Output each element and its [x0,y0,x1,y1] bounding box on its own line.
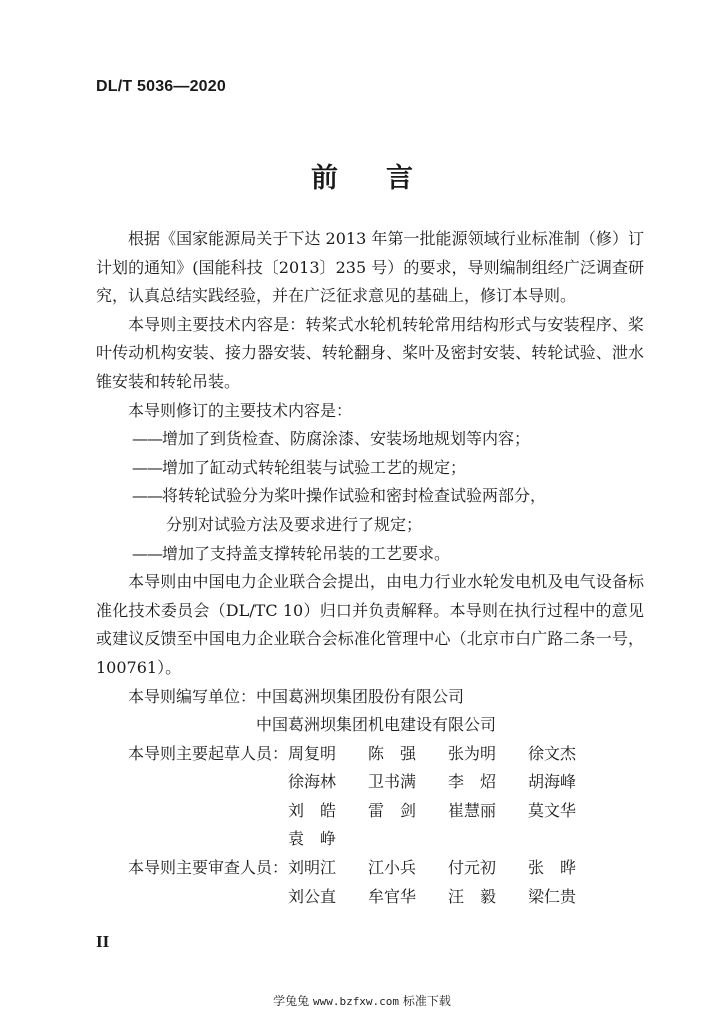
person-name: 徐海林 [288,772,337,792]
revision-item-text: 增加了缸动式转轮组装与试验工艺的规定； [162,457,467,477]
revision-item-text: 增加了到货检查、防腐涂漆、安装场地规划等内容； [162,429,531,449]
revision-item-text: 将转轮试验分为桨叶操作试验和密封检查试验两部分， [162,486,547,506]
paragraph-basis: 根据《国家能源局关于下达 2013 年第一批能源领域行业标准制（修）订计划的通知》(国能科技〔2013〕235 号）的要求，导则编制组经广泛调查研究，认真总结实践经验，并在广泛征求意见的基础上，修订本导则。 [96,229,644,306]
page-title [0,156,724,195]
units-label: 本导则编写单位： [128,686,257,706]
person-name: 雷剑 [368,800,433,820]
person-name: 卫书满 [368,772,417,792]
paragraph-responsibility: 本导则由中国电力企业联合会提出，由电力行业水轮发电机及电气设备标准化技术委员会（DL/TC 10）归口并负责解释。本导则在执行过程中的意见或建议反馈至中国电力企业联合会标准化管理中心（北京市白广路二条一号，100761）。 [96,572,644,677]
page-number: II [96,932,110,951]
standard-code: DL/T 5036—2020 [96,78,226,95]
dash: —— [132,457,162,477]
drafters-row [96,768,644,797]
person-name: 崔慧丽 [448,800,497,820]
person-name: 汪毅 [448,886,513,906]
person-name: 江小兵 [368,858,417,878]
person-name: 徐文杰 [528,743,577,763]
reviewers-label: 本导则主要审查人员： [128,858,289,878]
person-name: 袁峥 [288,829,353,849]
title-char: 前 [311,163,338,194]
dash: —— [132,543,162,563]
person-name: 李炤 [448,772,513,792]
person-name: 刘公直 [288,886,337,906]
revision-item [96,425,644,454]
body-text [96,225,644,911]
units-row [96,711,644,740]
footer-site: 学兔兔 [273,994,310,1008]
person-name: 张晔 [528,858,593,878]
drafters-row [96,797,644,826]
paragraph-revision-intro: 本导则修订的主要技术内容是： [128,400,353,420]
revision-item [96,540,644,569]
person-name: 陈强 [368,743,433,763]
person-name: 周复明 [288,743,337,763]
drafters-label: 本导则主要起草人员： [128,743,289,763]
reviewers-row [96,883,644,912]
revision-item [96,482,644,511]
revision-item-continuation: 分别对试验方法及要求进行了规定； [166,514,423,534]
footer-url: www.bzfxw.com [312,995,400,1008]
dash: —— [132,429,162,449]
person-name: 张为明 [448,743,497,763]
revision-item-text: 增加了支持盖支撑转轮吊装的工艺要求。 [162,543,451,563]
revision-item [96,454,644,483]
person-name: 付元初 [448,858,497,878]
person-name: 胡海峰 [528,772,577,792]
unit-name: 中国葛洲坝集团机电建设有限公司 [256,715,497,735]
person-name: 刘皓 [288,800,353,820]
footer-tagline: 标准下载 [402,994,451,1008]
drafters-row [96,740,644,769]
footer-watermark [0,992,724,1009]
dash: —— [132,486,162,506]
paragraph-main-content: 本导则主要技术内容是：转桨式水轮机转轮常用结构形式与安装程序、桨叶传动机构安装、接力器安装、转轮翻身、桨叶及密封安装、转轮试验、泄水锥安装和转轮吊装。 [96,314,644,391]
title-char: 言 [386,163,413,194]
reviewers-row [96,854,644,883]
person-name: 刘明江 [288,858,337,878]
person-name: 牟官华 [368,886,417,906]
units-row [96,683,644,712]
person-name: 莫文华 [528,800,577,820]
unit-name: 中国葛洲坝集团股份有限公司 [256,686,465,706]
drafters-row [96,825,644,854]
person-name: 梁仁贵 [528,886,577,906]
